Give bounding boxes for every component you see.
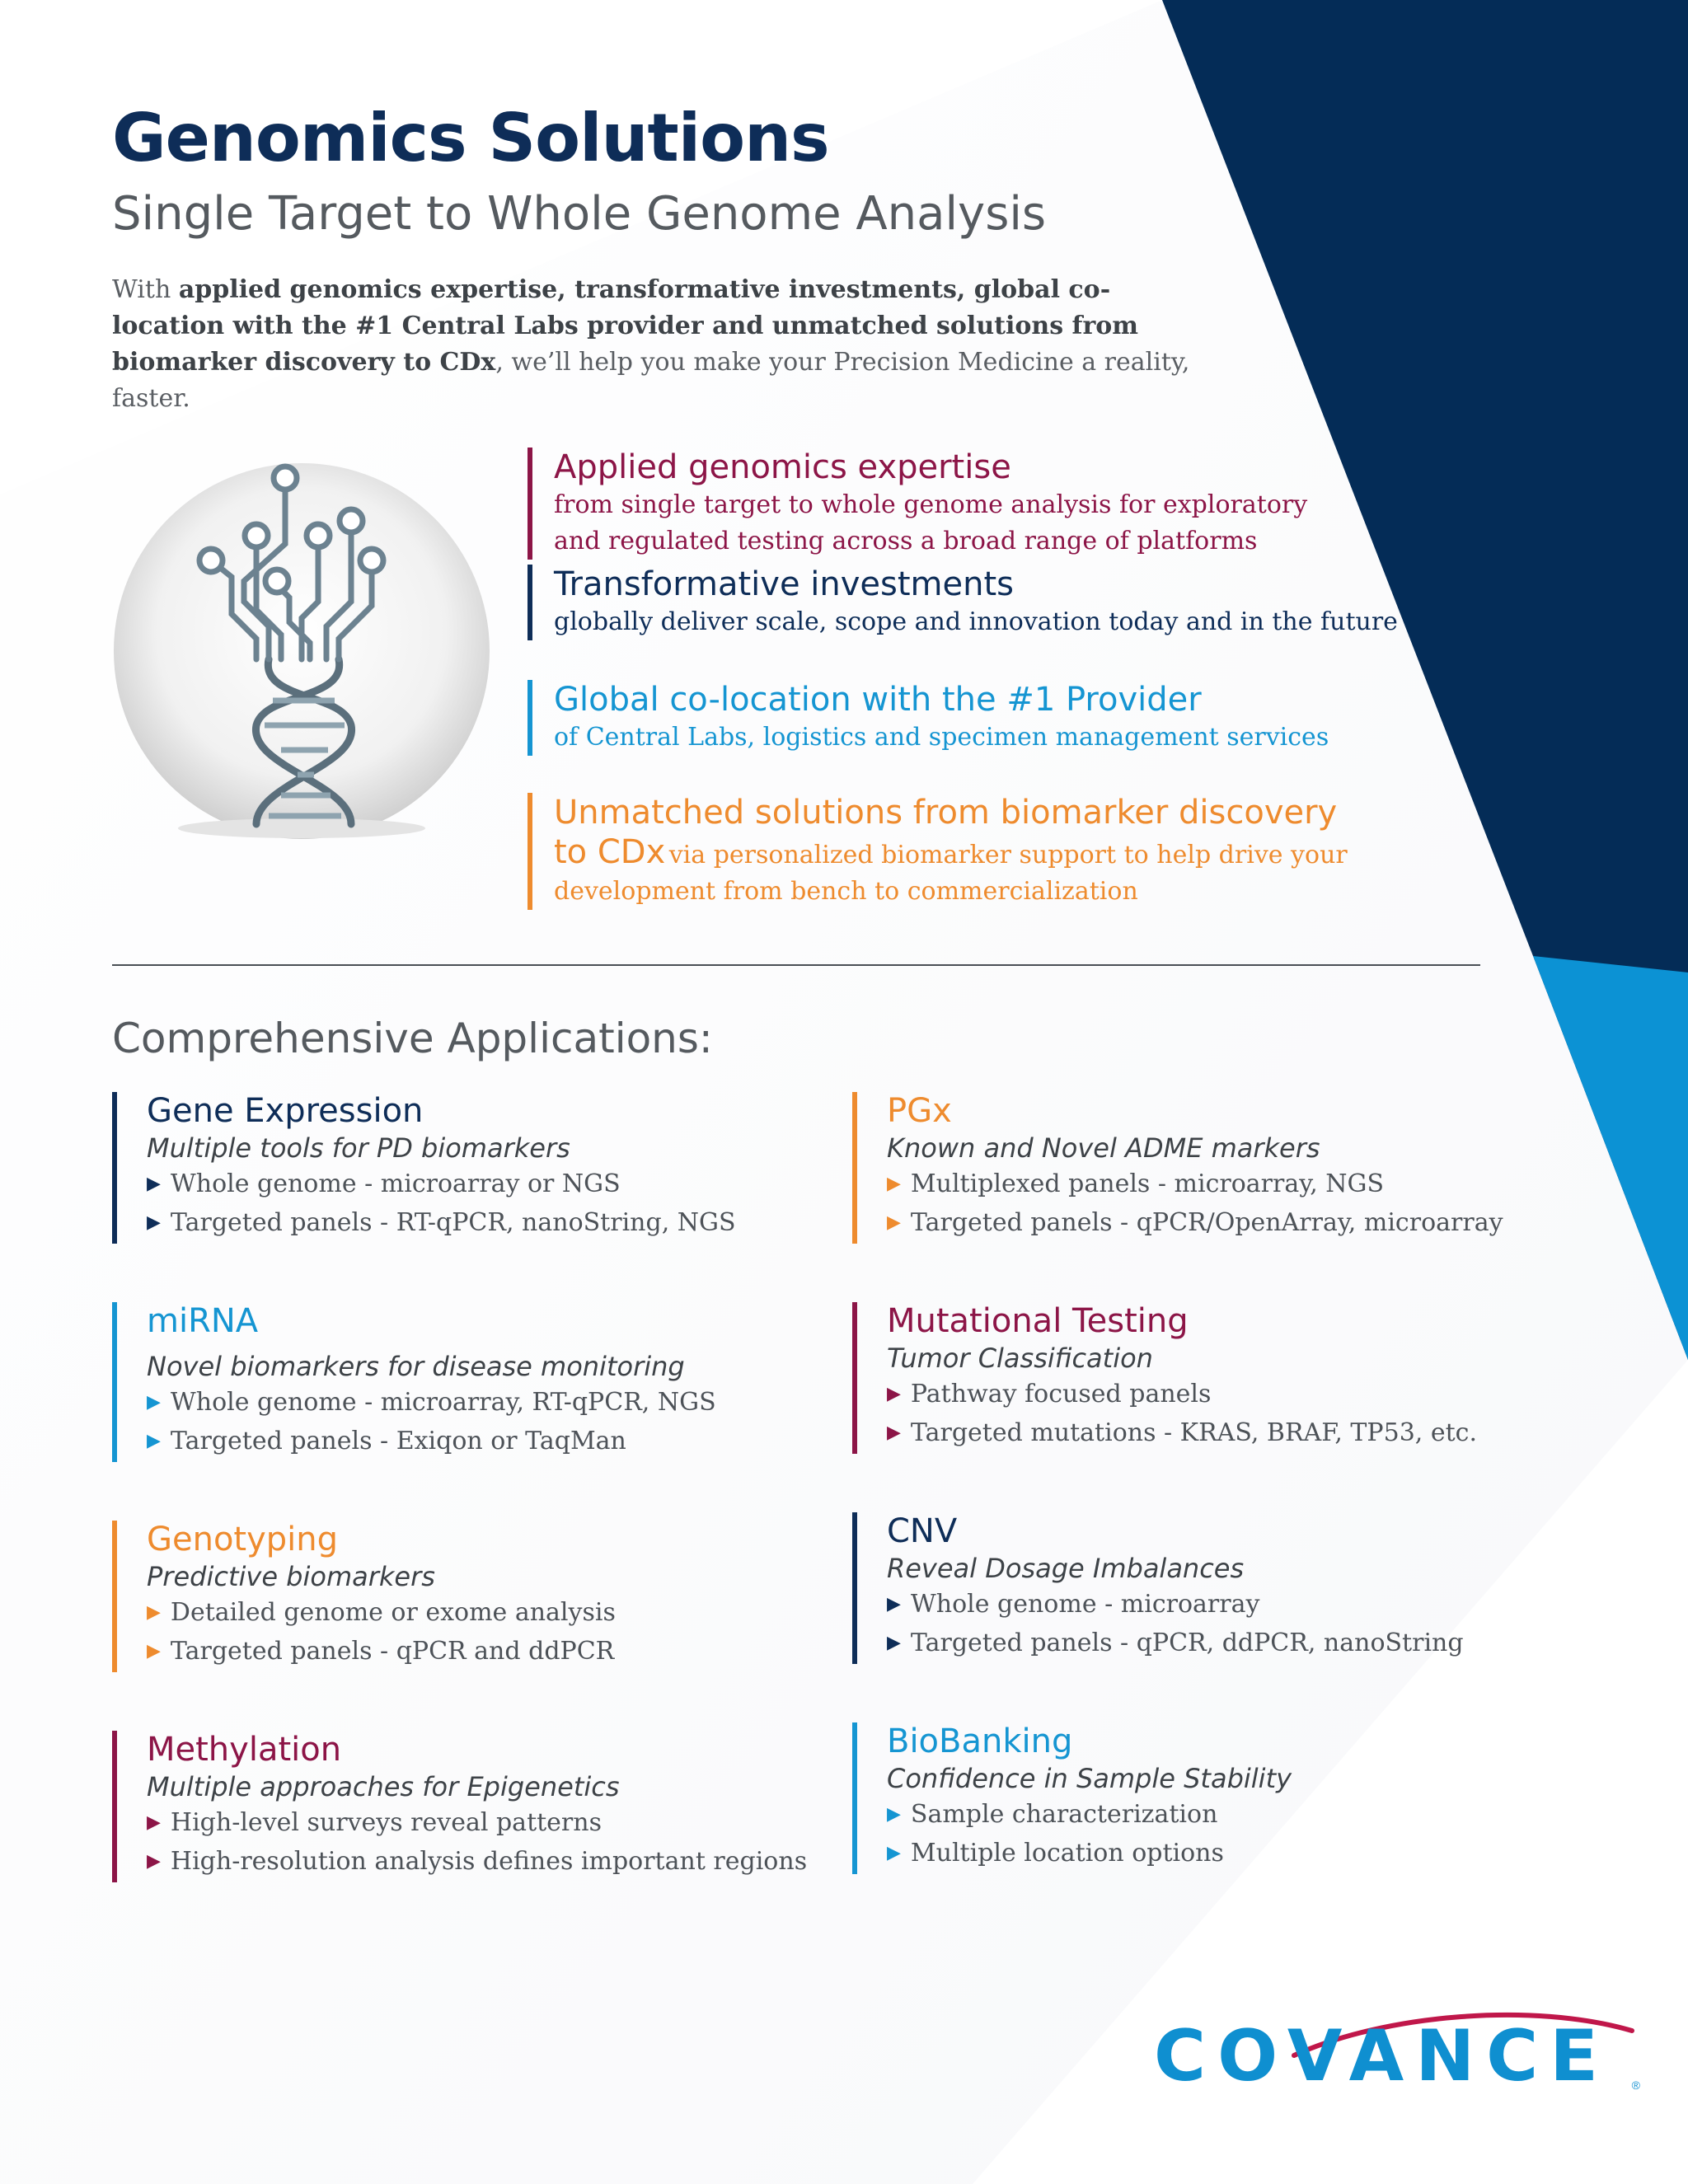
app-name: miRNA: [147, 1302, 259, 1340]
bullet-text: High-level surveys reveal patterns: [170, 1808, 602, 1837]
app-mutational-testing: [852, 1302, 1477, 1454]
triangle-right-icon: ▶: [887, 1633, 901, 1653]
feature-heading-continued: [554, 832, 1348, 874]
feature-description-line: of Central Labs, logistics and specimen management services: [554, 723, 1329, 752]
app-bullet: [147, 1205, 736, 1244]
feature-heading: Transformative investments: [554, 565, 1014, 603]
triangle-right-icon: ▶: [147, 1431, 161, 1451]
feature-global-colocation: [528, 680, 1329, 756]
app-subtitle: Multiple tools for PD biomarkers: [147, 1132, 570, 1164]
bullet-text: Targeted panels - qPCR/OpenArray, microarray: [910, 1208, 1503, 1237]
page-subtitle: Single Target to Whole Genome Analysis: [112, 187, 1047, 241]
bullet-text: Targeted panels - qPCR and ddPCR: [170, 1637, 615, 1666]
bullet-text: Pathway focused panels: [910, 1380, 1212, 1408]
bullet-text: Whole genome - microarray, RT-qPCR, NGS: [170, 1388, 716, 1417]
bullet-text: Whole genome - microarray or NGS: [170, 1169, 621, 1198]
app-name: Mutational Testing: [887, 1302, 1189, 1340]
app-biobanking: [852, 1722, 1292, 1874]
app-bullet: [887, 1797, 1292, 1835]
feature-transformative-investments: [528, 565, 1398, 640]
triangle-right-icon: ▶: [147, 1174, 161, 1194]
triangle-right-icon: ▶: [887, 1843, 901, 1863]
app-subtitle: Novel biomarkers for disease monitoring: [147, 1351, 685, 1382]
app-subtitle: Known and Novel ADME markers: [887, 1132, 1320, 1164]
triangle-right-icon: ▶: [147, 1602, 161, 1623]
feature-unmatched-solutions: [528, 793, 1348, 910]
feature-description-inline: via personalized biomarker support to help drive your: [668, 841, 1348, 869]
app-bullet: [147, 1595, 616, 1633]
registered-mark: ®: [1631, 2079, 1640, 2092]
triangle-right-icon: ▶: [887, 1594, 901, 1615]
covance-logo: [1154, 2011, 1648, 2102]
triangle-right-icon: ▶: [147, 1812, 161, 1833]
app-bullet: [887, 1166, 1503, 1205]
intro-text-start: With: [112, 275, 179, 304]
bullet-text: High-resolution analysis defines important regions: [170, 1847, 808, 1876]
bullet-text: Multiplexed panels - microarray, NGS: [910, 1169, 1385, 1198]
app-bullet: [887, 1835, 1292, 1874]
bullet-text: Sample characterization: [910, 1800, 1218, 1829]
app-name: Methylation: [147, 1731, 342, 1769]
app-subtitle: Tumor Classification: [887, 1343, 1153, 1374]
feature-heading: Unmatched solutions from biomarker discovery: [554, 794, 1338, 832]
intro-text-bold: applied genomics expertise, transformative investments, global co-location with the #1 Central Labs provider and unmatched solutions from biomarker discovery to CDx: [112, 275, 1139, 377]
feature-heading: Global co-location with the #1 Provider: [554, 681, 1202, 719]
app-mirna: [112, 1302, 716, 1462]
triangle-right-icon: ▶: [147, 1641, 161, 1661]
bullet-text: Targeted panels - RT-qPCR, nanoString, NGS: [170, 1208, 736, 1237]
feature-description-line: development from bench to commercialization: [554, 877, 1138, 906]
app-subtitle: Predictive biomarkers: [147, 1561, 435, 1592]
app-name: BioBanking: [887, 1722, 1073, 1760]
logo-wordmark: COVANCE: [1154, 2015, 1611, 2097]
page-title: Genomics Solutions: [112, 100, 829, 176]
bullet-text: Targeted panels - qPCR, ddPCR, nanoString: [910, 1629, 1464, 1657]
feature-description-line: globally deliver scale, scope and innovation today and in the future: [554, 607, 1398, 636]
app-bullet: [887, 1205, 1503, 1244]
app-bullet: [887, 1415, 1477, 1454]
bullet-text: Detailed genome or exome analysis: [170, 1598, 616, 1627]
app-bullet: [147, 1633, 616, 1672]
app-bullet: [147, 1844, 807, 1882]
triangle-right-icon: ▶: [147, 1212, 161, 1233]
feature-heading: Applied genomics expertise: [554, 448, 1011, 486]
app-methylation: [112, 1731, 807, 1882]
section-divider: [112, 964, 1480, 966]
app-name: Genotyping: [147, 1521, 339, 1558]
bullet-text: Targeted panels - Exiqon or TaqMan: [170, 1427, 626, 1455]
triangle-right-icon: ▶: [887, 1212, 901, 1233]
feature-applied-genomics: [528, 448, 1307, 560]
app-name: PGx: [887, 1092, 952, 1130]
app-bullet: [887, 1586, 1464, 1625]
app-bullet: [887, 1376, 1477, 1415]
intro-text-end: , we’ll help you make your Precision Medicine a reality, faster.: [112, 348, 1190, 413]
app-bullet: [887, 1625, 1464, 1664]
feature-description-line: and regulated testing across a broad range of platforms: [554, 527, 1258, 555]
app-bullet: [147, 1423, 716, 1462]
triangle-right-icon: ▶: [887, 1804, 901, 1825]
bullet-text: Multiple location options: [910, 1839, 1224, 1868]
app-bullet: [147, 1805, 807, 1844]
intro-paragraph: [112, 272, 1217, 417]
bullet-text: Targeted mutations - KRAS, BRAF, TP53, etc.: [910, 1418, 1478, 1447]
app-bullet: [147, 1166, 736, 1205]
app-subtitle: Confidence in Sample Stability: [887, 1763, 1292, 1794]
bullet-text: Whole genome - microarray: [910, 1590, 1260, 1619]
triangle-right-icon: ▶: [887, 1384, 901, 1404]
dna-circuit-icon: [112, 453, 499, 841]
app-subtitle: Reveal Dosage Imbalances: [887, 1553, 1245, 1584]
app-cnv: [852, 1512, 1464, 1664]
app-name: Gene Expression: [147, 1092, 424, 1130]
app-name: CNV: [887, 1512, 958, 1550]
app-subtitle: Multiple approaches for Epigenetics: [147, 1771, 620, 1802]
triangle-right-icon: ▶: [147, 1392, 161, 1413]
feature-description-line: from single target to whole genome analysis for exploratory: [554, 490, 1308, 519]
app-genotyping: [112, 1521, 616, 1672]
app-bullet: [147, 1385, 716, 1423]
triangle-right-icon: ▶: [147, 1851, 161, 1872]
triangle-right-icon: ▶: [887, 1174, 901, 1194]
app-gene-expression: [112, 1092, 736, 1244]
applications-title: Comprehensive Applications:: [112, 1015, 713, 1062]
triangle-right-icon: ▶: [887, 1422, 901, 1443]
feature-heading-part: to CDx: [554, 833, 666, 871]
app-pgx: [852, 1092, 1503, 1244]
